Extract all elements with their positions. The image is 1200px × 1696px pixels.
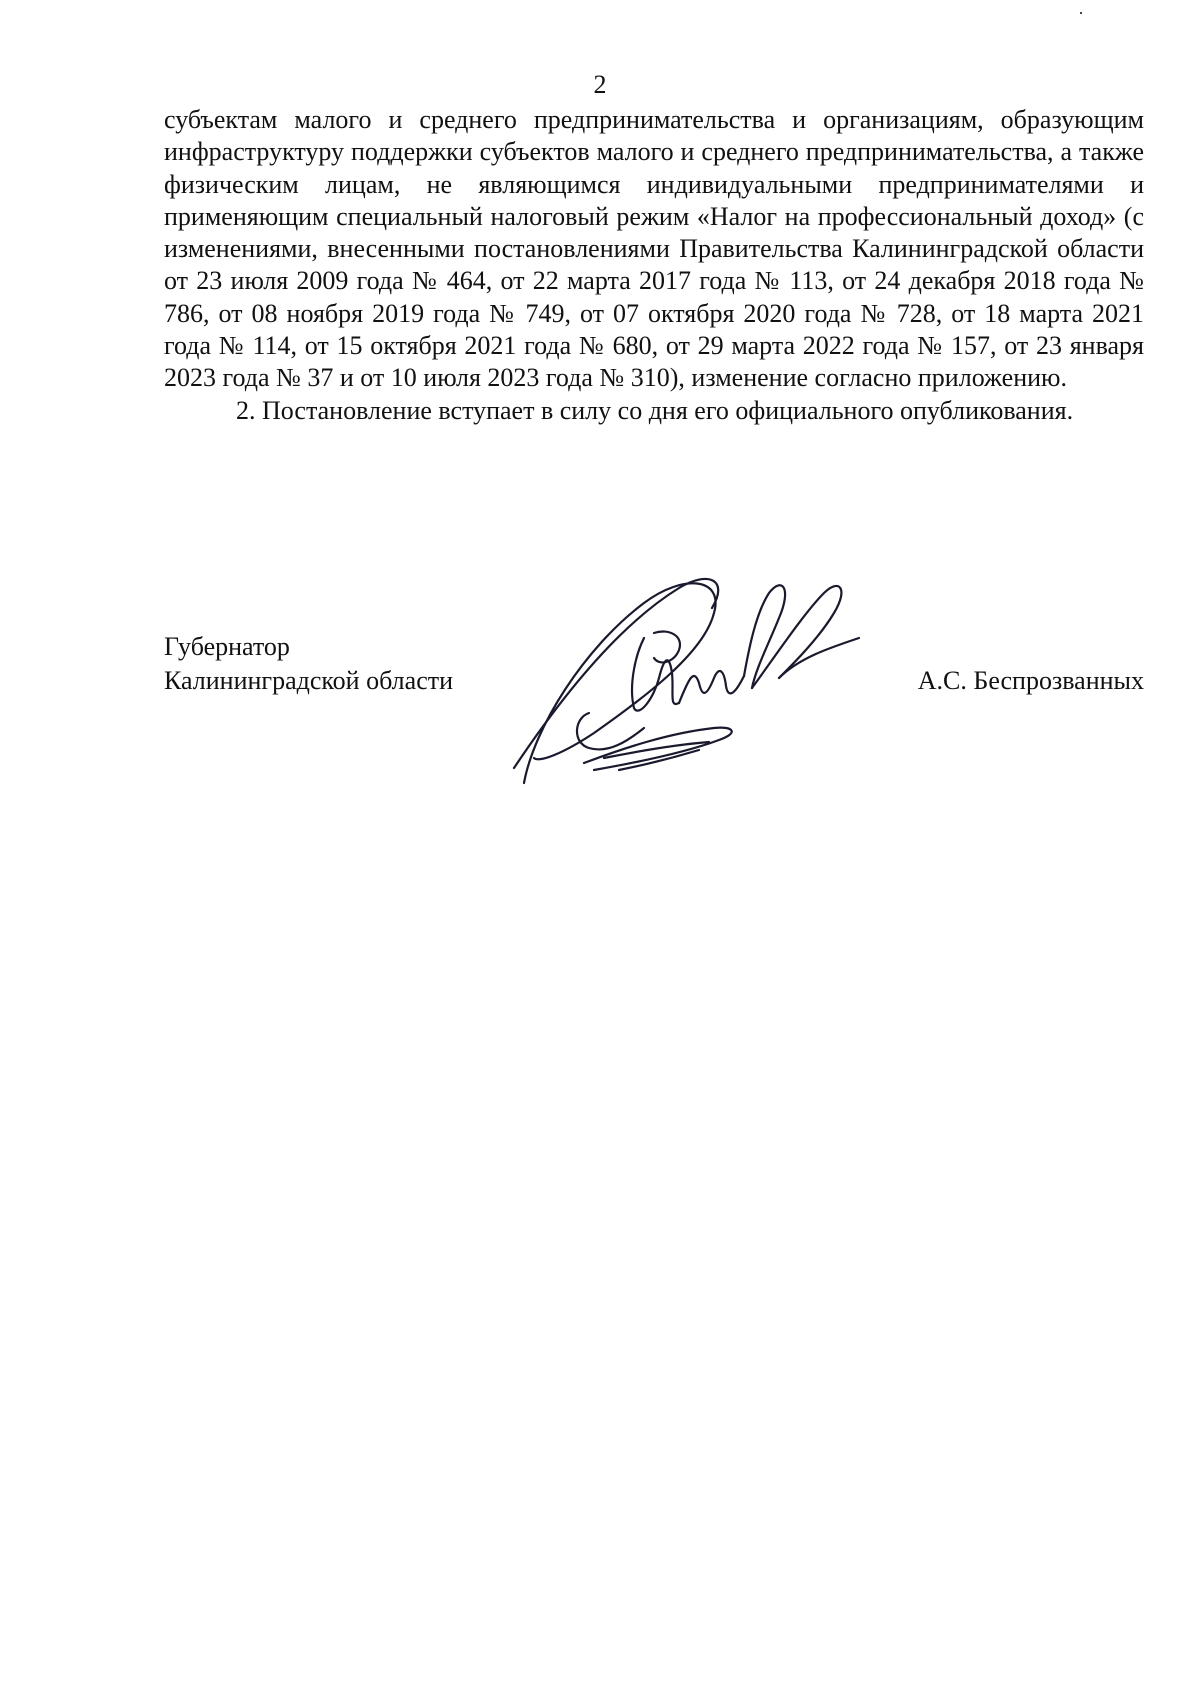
scan-speck [1080, 12, 1082, 14]
signatory-name: А.С. Беспрозванных [917, 666, 1144, 695]
signature-block [164, 630, 1144, 810]
page-number: 2 [593, 70, 607, 99]
signatory-position [164, 630, 453, 698]
handwritten-signature [494, 558, 864, 788]
position-line-2: Калининградской области [164, 666, 454, 695]
document-body [164, 104, 1144, 427]
position-line-1: Губернатор [164, 632, 290, 661]
paragraph-2: 2. Постановление вступает в силу со дня его официального опубликования. [236, 395, 1074, 425]
paragraph-1-continuation: субъектам малого и среднего предпринимательства и организациям, образующим инфраструктуру поддержки субъектов малого и среднего предпринимательства, а также физическим лицам, не являющимся индивидуальными предпринимателями и применяющим специальный налоговый режим «Налог на профессиональный доход» (с изменениями, внесенными постановлениями Правительства Калининградской области от 23 июля 2009 года № 464, от 22 марта 2017 года № 113, от 24 декабря 2018 года № 786, от 08 ноября 2019 года № 749, от 07 октября 2020 года № 728, от 18 марта 2021 года № 114, от 15 октября 2021 года № 680, от 29 марта 2022 года № 157, от 23 января 2023 года № 37 и от 10 июля 2023 года № 310), изменение согласно приложению. [164, 105, 1144, 393]
